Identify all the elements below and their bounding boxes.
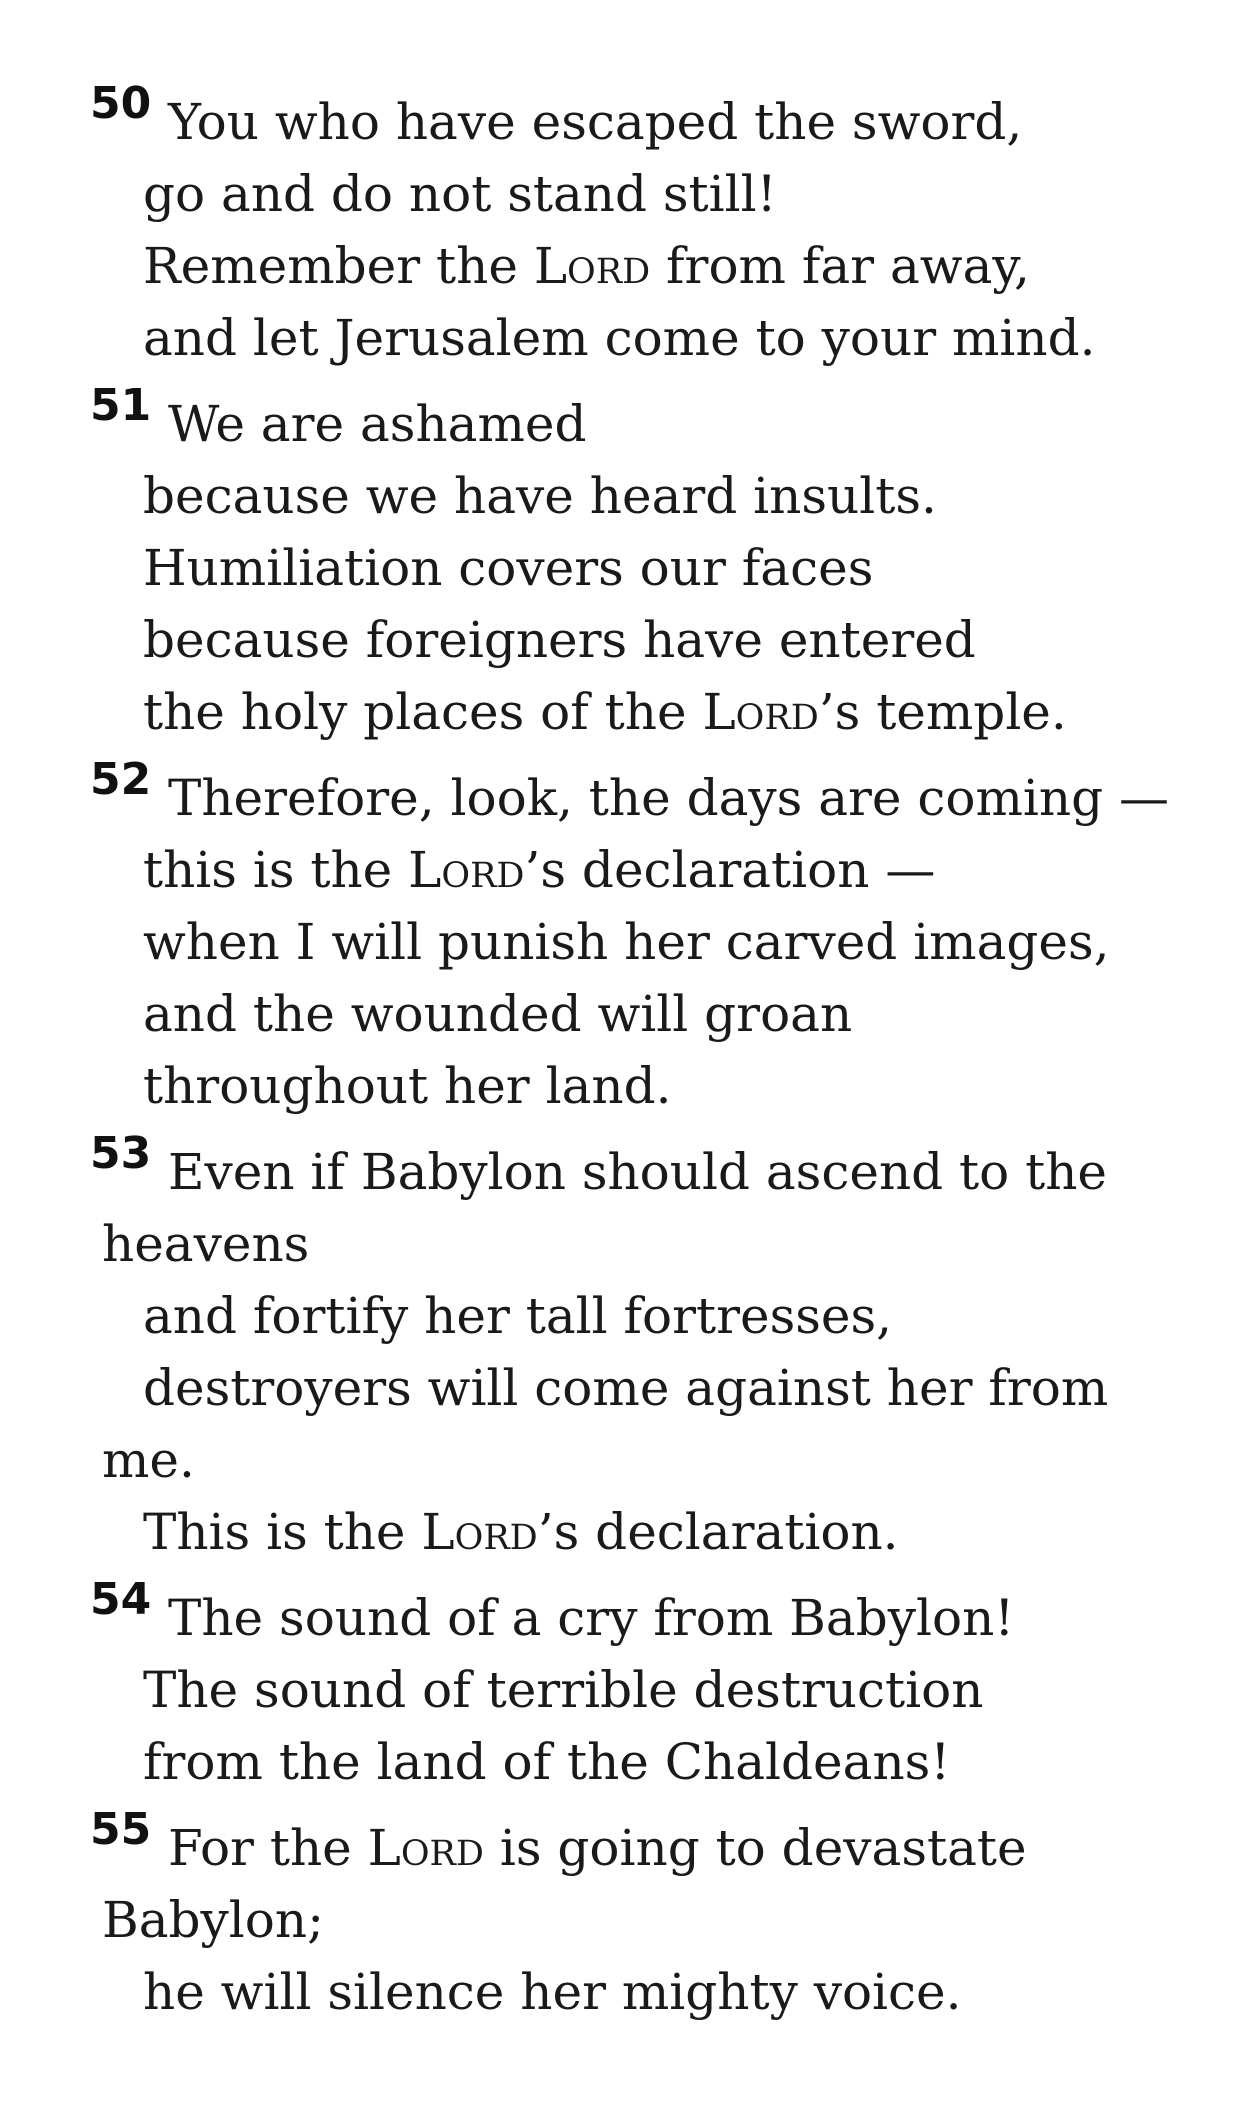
verse-text: when I will punish her carved images, xyxy=(143,913,1110,971)
verse-number: 52 xyxy=(90,754,152,805)
verse-line xyxy=(0,302,1242,374)
verse-line xyxy=(0,1884,1242,1956)
verse-line xyxy=(0,1496,1242,1568)
verse-line xyxy=(0,388,1242,460)
verse-line xyxy=(0,1352,1242,1424)
verse-text: this is the xyxy=(143,841,409,899)
verse-number: 53 xyxy=(90,1128,152,1179)
verse-line xyxy=(0,1424,1242,1496)
verse-53 xyxy=(0,1128,1242,1568)
divine-name: Lord xyxy=(702,683,819,741)
verse-text: and the wounded will groan xyxy=(143,985,853,1043)
verse-line xyxy=(0,1726,1242,1798)
verse-text: The sound of terrible destruction xyxy=(143,1661,984,1719)
verse-line xyxy=(0,978,1242,1050)
verse-52 xyxy=(0,754,1242,1122)
verse-line xyxy=(0,906,1242,978)
verse-line xyxy=(0,532,1242,604)
verse-text: and fortify her tall fortresses, xyxy=(143,1287,893,1345)
verse-50 xyxy=(0,78,1242,374)
divine-name: Lord xyxy=(533,237,651,295)
verse-text: For the xyxy=(168,1819,368,1877)
verse-text: Therefore, look, the days are coming — xyxy=(168,769,1170,827)
verse-text: because we have heard insults. xyxy=(143,467,937,525)
verse-text: go and do not stand still! xyxy=(143,165,777,223)
verse-line xyxy=(0,158,1242,230)
verse-text: The sound of a cry from Babylon! xyxy=(168,1589,1015,1647)
verse-text: he will silence her mighty voice. xyxy=(143,1963,962,2021)
verse-line xyxy=(0,460,1242,532)
verse-text: This is the xyxy=(143,1503,422,1561)
verse-line xyxy=(0,1582,1242,1654)
divine-name: Lord xyxy=(408,841,525,899)
verse-text: and let Jerusalem come to your mind. xyxy=(143,309,1096,367)
verse-text: the holy places of the xyxy=(143,683,703,741)
verse-line xyxy=(0,1208,1242,1280)
verse-number: 50 xyxy=(90,78,152,129)
scripture-passage xyxy=(0,72,1242,2028)
verse-text: me. xyxy=(102,1431,195,1489)
verse-text: Remember the xyxy=(143,237,534,295)
verse-text: throughout her land. xyxy=(143,1057,672,1115)
verse-55 xyxy=(0,1804,1242,2028)
verse-line xyxy=(0,86,1242,158)
verse-line xyxy=(0,230,1242,302)
verse-51 xyxy=(0,380,1242,748)
verse-line xyxy=(0,1654,1242,1726)
verse-text: Humiliation covers our faces xyxy=(143,539,874,597)
divine-name: Lord xyxy=(421,1503,538,1561)
verse-text: from the land of the Chaldeans! xyxy=(143,1733,951,1791)
verse-text: because foreigners have entered xyxy=(143,611,976,669)
verse-line xyxy=(0,1956,1242,2028)
verse-text: We are ashamed xyxy=(168,395,587,453)
verse-line xyxy=(0,762,1242,834)
verse-text: is going to devastate xyxy=(483,1819,1027,1877)
verse-line xyxy=(0,1050,1242,1122)
verse-text: Even if Babylon should ascend to the xyxy=(168,1143,1108,1201)
verse-text: ’s declaration. xyxy=(537,1503,899,1561)
verse-line xyxy=(0,1280,1242,1352)
verse-line xyxy=(0,676,1242,748)
verse-line xyxy=(0,1136,1242,1208)
verse-54 xyxy=(0,1574,1242,1798)
verse-text: ’s declaration — xyxy=(524,841,936,899)
divine-name: Lord xyxy=(367,1819,484,1877)
verse-text: destroyers will come against her from xyxy=(143,1359,1109,1417)
verse-text: ’s temple. xyxy=(818,683,1067,741)
verse-text: from far away, xyxy=(650,237,1030,295)
verse-line xyxy=(0,1812,1242,1884)
verse-number: 54 xyxy=(90,1574,152,1625)
verse-number: 55 xyxy=(90,1804,152,1855)
verse-line xyxy=(0,604,1242,676)
verse-text: heavens xyxy=(102,1215,310,1273)
verse-text: You who have escaped the sword, xyxy=(168,93,1023,151)
verse-number: 51 xyxy=(90,380,152,431)
verse-line xyxy=(0,834,1242,906)
verse-text: Babylon; xyxy=(102,1891,324,1949)
